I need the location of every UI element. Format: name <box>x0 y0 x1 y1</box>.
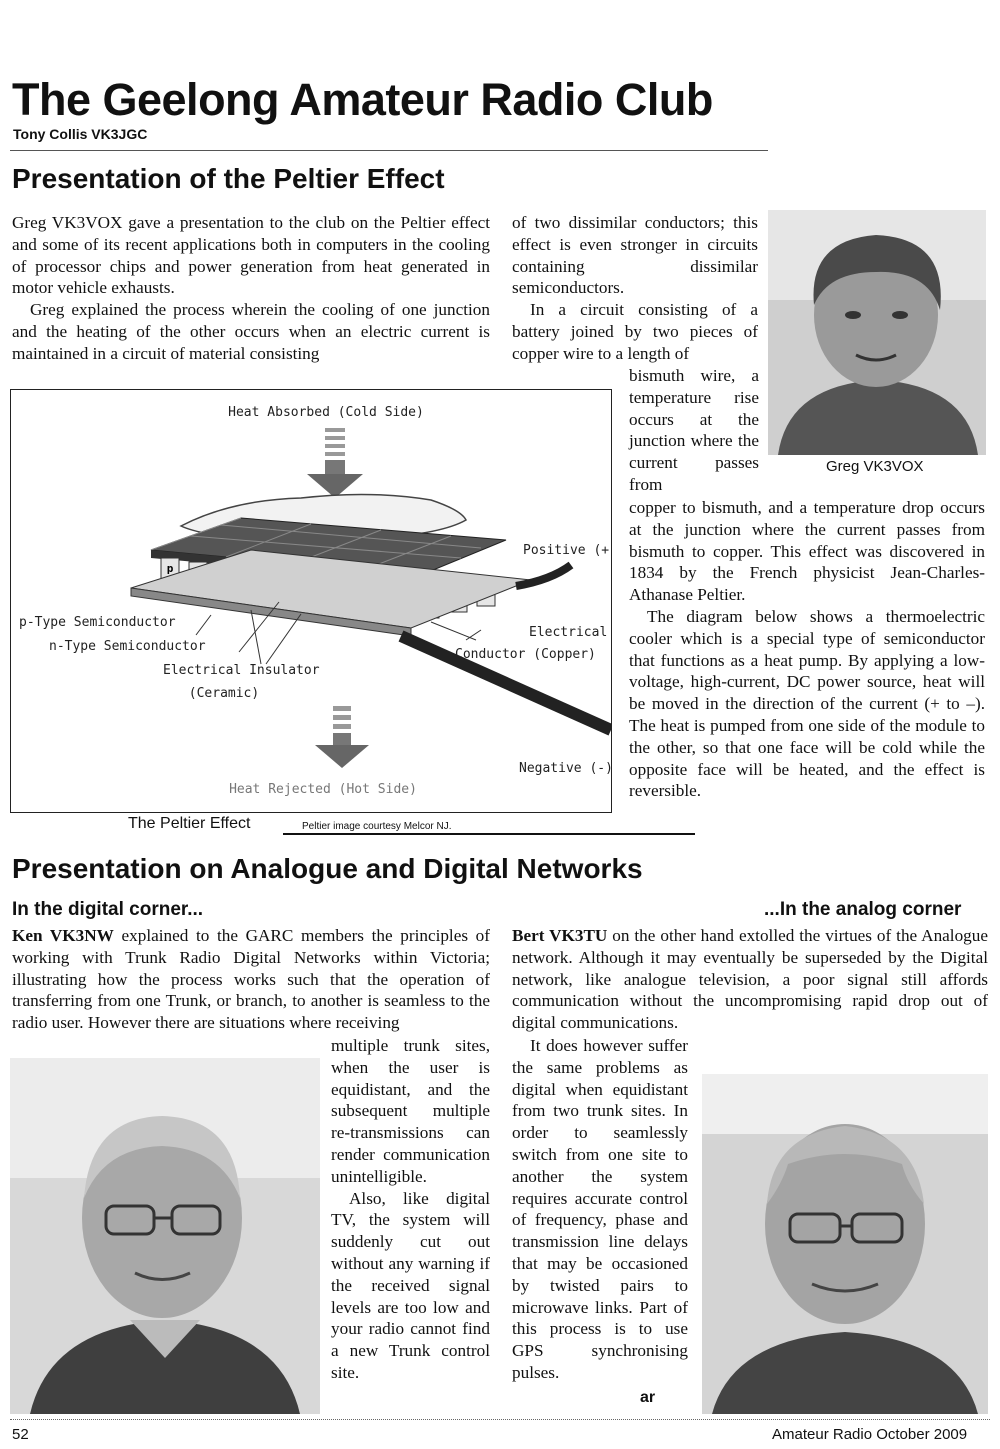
label-positive: Positive (+) <box>523 543 611 558</box>
cold-arrow <box>307 428 363 498</box>
byline: Tony Collis VK3JGC <box>13 126 148 142</box>
label-ceramic: (Ceramic) <box>188 686 260 701</box>
publication-name: Amateur Radio October 2009 <box>772 1426 968 1443</box>
greg-photo <box>768 210 986 455</box>
peltier-col-2-top <box>512 212 758 365</box>
paragraph: Also, like digital TV, the system will suddenly cut out without any warning if the received signal levels are too low and your radio cannot find a new Trunk control site. <box>331 1188 490 1382</box>
paragraph-text: on the other hand extolled the virtues of the Analogue network. Although it may eventually be superseded by the Digital network, like analogue television, a poor signal still affords communication without the uncompromising rapid drop out of digital communications. <box>512 926 988 1033</box>
section-divider <box>283 833 695 835</box>
label-p-type: p-Type Semiconductor <box>19 615 176 630</box>
subheading-digital: In the digital corner... <box>12 899 204 920</box>
paragraph <box>512 925 988 1034</box>
paragraph: bismuth wire, a temperature rise occurs at the junction where the current passes from <box>629 366 759 494</box>
paragraph: copper to bismuth, and a temperature drop occurs at the junction where the current passes from bismuth to copper. This effect was discovered in 1834 by the French physicist Jean-Charles-Athanase Peltier. <box>629 498 985 605</box>
analog-col-top <box>512 925 988 1034</box>
title-rule <box>10 150 768 151</box>
digital-col-narrow <box>331 1035 490 1384</box>
peltier-col-1 <box>12 212 490 365</box>
speaker-name: Bert VK3TU <box>512 926 608 945</box>
peltier-col-2-narrow <box>629 365 759 496</box>
paragraph: It does however suffer the same problems as digital when equidistant from two trunk sites. In order to seamlessly switch from one site to another the system requires accurate control of frequency, phase and transmission line delays that may be occasioned by twisted pairs to microwave links. Part of this process is to use GPS synchronising pulses. <box>512 1036 688 1382</box>
p-label: p <box>166 562 174 575</box>
footer-rule <box>10 1419 990 1420</box>
bert-photo <box>702 1074 988 1414</box>
digital-col-top <box>12 925 490 1034</box>
figure-credit: Peltier image courtesy Melcor NJ. <box>302 821 452 832</box>
subheading-analog: ...In the analog corner <box>764 899 962 920</box>
portrait-image <box>702 1074 988 1414</box>
end-mark: ar <box>640 1389 656 1406</box>
positive-wire <box>516 565 571 586</box>
peltier-figure <box>10 389 612 813</box>
paragraph: The diagram below shows a thermoelectric cooler which is a special type of semiconductor that functions as a heat pump. By applying a low-voltage, high-current, DC power source, heat will be moved in the direction of the current (+ to –). The heat is pumped from one side of the module to the other, so that one face will be cold while the opposite face will be heated, and the effect is reversible. <box>629 606 985 801</box>
ken-photo <box>10 1058 320 1414</box>
analog-col-narrow <box>512 1035 688 1384</box>
label-heat-absorbed: Heat Absorbed (Cold Side) <box>228 405 424 420</box>
portrait-image <box>10 1058 320 1414</box>
peltier-diagram <box>11 390 611 812</box>
portrait-image <box>768 210 986 455</box>
paragraph: multiple trunk sites, when the user is equidistant, and the subsequent multiple re-transmissions can render communication unintelligible. <box>331 1036 490 1186</box>
hot-arrow <box>315 706 369 768</box>
label-heat-rejected: Heat Rejected (Hot Side) <box>229 782 417 797</box>
paragraph-text: explained to the GARC members the principles of working with Trunk Radio Digital Networks within Victoria; illustrating how the process works such that the operation of transferring from one Trunk, or branch, to another is seamless to the radio user. However there are situations where receiving <box>12 926 490 1033</box>
paragraph: Greg explained the process wherein the cooling of one junction and the heating of the other occurs when an electric current is maintained in a circuit of material consisting <box>12 300 490 363</box>
paragraph <box>12 925 490 1034</box>
label-conductor-1: Electrical <box>529 625 608 640</box>
label-conductor-2: Conductor (Copper) <box>455 647 596 662</box>
greg-photo-caption: Greg VK3VOX <box>826 458 924 475</box>
paragraph: In a circuit consisting of a battery joined by two pieces of copper wire to a length of <box>512 300 758 363</box>
section-heading-networks: Presentation on Analogue and Digital Networks <box>12 853 643 884</box>
section-heading-peltier: Presentation of the Peltier Effect <box>12 163 445 194</box>
figure-caption: The Peltier Effect <box>128 815 251 832</box>
speaker-name: Ken VK3NW <box>12 926 114 945</box>
page-number: 52 <box>12 1426 29 1443</box>
label-negative: Negative (-) <box>519 761 611 776</box>
label-n-type: n-Type Semiconductor <box>49 639 206 654</box>
paragraph: of two dissimilar conductors; this effect is even stronger in circuits containing dissimilar semiconductors. <box>512 213 758 298</box>
label-insulator: Electrical Insulator <box>163 663 320 678</box>
paragraph: Greg VK3VOX gave a presentation to the club on the Peltier effect and some of its recent applications both in computers in the cooling of processor chips and power generation from heat generated in motor vehicle exhausts. <box>12 213 490 298</box>
page-title: The Geelong Amateur Radio Club <box>12 74 713 125</box>
peltier-col-2-wide <box>629 497 985 802</box>
